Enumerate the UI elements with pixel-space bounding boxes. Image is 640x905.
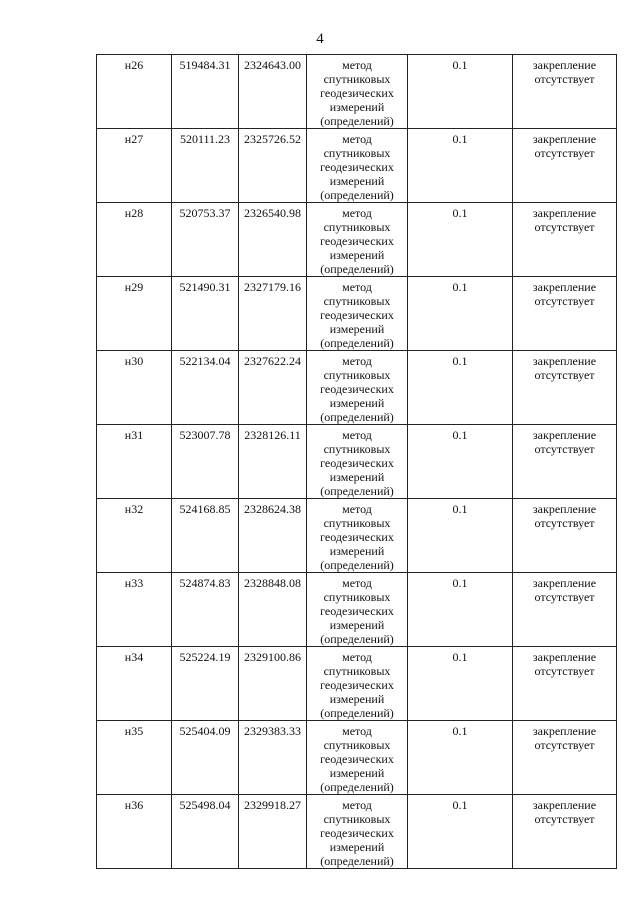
y-coordinate-cell: 2325726.52: [239, 129, 307, 203]
method-line: измерений: [329, 396, 385, 410]
method-line: метод: [342, 280, 372, 294]
fixing-cell: [513, 721, 617, 795]
fixing-cell: [513, 129, 617, 203]
method-line: геодезических: [320, 678, 394, 692]
method-line: геодезических: [320, 234, 394, 248]
method-line: геодезических: [320, 382, 394, 396]
x-coordinate-cell: 520753.37: [172, 203, 239, 277]
coordinates-table: [96, 54, 617, 869]
accuracy-cell: 0.1: [408, 573, 513, 647]
method-line: (определений): [320, 706, 394, 720]
method-line: метод: [342, 798, 372, 812]
table-row: [97, 129, 617, 203]
table-row: [97, 721, 617, 795]
method-line: спутниковых: [323, 368, 391, 382]
method-line: измерений: [329, 692, 385, 706]
accuracy-cell: 0.1: [408, 351, 513, 425]
x-coordinate-cell: 524168.85: [172, 499, 239, 573]
fixing-cell: [513, 203, 617, 277]
x-coordinate-cell: 520111.23: [172, 129, 239, 203]
table-row: [97, 795, 617, 869]
method-line: спутниковых: [323, 220, 391, 234]
method-line: измерений: [329, 766, 385, 780]
point-name-cell: н32: [97, 499, 172, 573]
method-line: спутниковых: [323, 664, 391, 678]
method-line: спутниковых: [323, 516, 391, 530]
x-coordinate-cell: 519484.31: [172, 55, 239, 129]
method-line: измерений: [329, 100, 385, 114]
fixing-cell: [513, 573, 617, 647]
method-line: спутниковых: [323, 590, 391, 604]
fixing-line: отсутствует: [534, 368, 595, 382]
method-cell: [307, 129, 408, 203]
method-line: метод: [342, 206, 372, 220]
table-row: [97, 647, 617, 721]
fixing-line: отсутствует: [534, 72, 595, 86]
y-coordinate-cell: 2329918.27: [239, 795, 307, 869]
method-line: измерений: [329, 470, 385, 484]
point-name-cell: н30: [97, 351, 172, 425]
method-line: спутниковых: [323, 738, 391, 752]
x-coordinate-cell: 524874.83: [172, 573, 239, 647]
y-coordinate-cell: 2328624.38: [239, 499, 307, 573]
method-line: измерений: [329, 248, 385, 262]
method-line: (определений): [320, 114, 394, 128]
method-line: спутниковых: [323, 72, 391, 86]
method-cell: [307, 277, 408, 351]
fixing-line: закрепление: [532, 576, 597, 590]
method-line: спутниковых: [323, 812, 391, 826]
method-line: геодезических: [320, 752, 394, 766]
method-line: измерений: [329, 544, 385, 558]
method-line: (определений): [320, 558, 394, 572]
accuracy-cell: 0.1: [408, 55, 513, 129]
table-row: [97, 203, 617, 277]
method-line: метод: [342, 132, 372, 146]
fixing-line: закрепление: [532, 58, 597, 72]
method-line: метод: [342, 576, 372, 590]
method-line: (определений): [320, 188, 394, 202]
method-line: геодезических: [320, 308, 394, 322]
method-cell: [307, 425, 408, 499]
fixing-line: отсутствует: [534, 294, 595, 308]
accuracy-cell: 0.1: [408, 795, 513, 869]
method-line: метод: [342, 724, 372, 738]
fixing-line: закрепление: [532, 280, 597, 294]
y-coordinate-cell: 2329100.86: [239, 647, 307, 721]
x-coordinate-cell: 521490.31: [172, 277, 239, 351]
table-row: [97, 425, 617, 499]
method-cell: [307, 55, 408, 129]
fixing-cell: [513, 795, 617, 869]
y-coordinate-cell: 2327622.24: [239, 351, 307, 425]
method-line: метод: [342, 354, 372, 368]
accuracy-cell: 0.1: [408, 425, 513, 499]
method-line: спутниковых: [323, 294, 391, 308]
fixing-cell: [513, 647, 617, 721]
method-cell: [307, 203, 408, 277]
fixing-line: отсутствует: [534, 220, 595, 234]
fixing-line: отсутствует: [534, 590, 595, 604]
table-row: [97, 351, 617, 425]
point-name-cell: н33: [97, 573, 172, 647]
fixing-cell: [513, 425, 617, 499]
point-name-cell: н27: [97, 129, 172, 203]
accuracy-cell: 0.1: [408, 129, 513, 203]
method-line: геодезических: [320, 604, 394, 618]
method-cell: [307, 721, 408, 795]
table-row: [97, 55, 617, 129]
fixing-cell: [513, 351, 617, 425]
x-coordinate-cell: 525498.04: [172, 795, 239, 869]
point-name-cell: н34: [97, 647, 172, 721]
method-line: измерений: [329, 174, 385, 188]
fixing-line: отсутствует: [534, 146, 595, 160]
fixing-line: закрепление: [532, 354, 597, 368]
method-line: (определений): [320, 854, 394, 868]
method-line: геодезических: [320, 826, 394, 840]
method-line: (определений): [320, 262, 394, 276]
fixing-line: отсутствует: [534, 738, 595, 752]
method-line: геодезических: [320, 86, 394, 100]
y-coordinate-cell: 2328848.08: [239, 573, 307, 647]
x-coordinate-cell: 525224.19: [172, 647, 239, 721]
method-line: метод: [342, 58, 372, 72]
y-coordinate-cell: 2328126.11: [239, 425, 307, 499]
method-line: (определений): [320, 780, 394, 794]
point-name-cell: н29: [97, 277, 172, 351]
x-coordinate-cell: 523007.78: [172, 425, 239, 499]
method-line: метод: [342, 428, 372, 442]
fixing-cell: [513, 55, 617, 129]
accuracy-cell: 0.1: [408, 721, 513, 795]
method-line: (определений): [320, 484, 394, 498]
method-cell: [307, 647, 408, 721]
fixing-line: закрепление: [532, 132, 597, 146]
method-line: измерений: [329, 618, 385, 632]
table-row: [97, 573, 617, 647]
method-line: (определений): [320, 410, 394, 424]
method-cell: [307, 499, 408, 573]
y-coordinate-cell: 2327179.16: [239, 277, 307, 351]
point-name-cell: н35: [97, 721, 172, 795]
method-line: геодезических: [320, 530, 394, 544]
accuracy-cell: 0.1: [408, 647, 513, 721]
fixing-line: отсутствует: [534, 664, 595, 678]
table-row: [97, 499, 617, 573]
fixing-line: закрепление: [532, 502, 597, 516]
table-body: [97, 55, 617, 869]
fixing-line: отсутствует: [534, 516, 595, 530]
method-line: геодезических: [320, 160, 394, 174]
fixing-line: отсутствует: [534, 812, 595, 826]
method-line: метод: [342, 650, 372, 664]
method-line: геодезических: [320, 456, 394, 470]
fixing-line: закрепление: [532, 206, 597, 220]
fixing-line: закрепление: [532, 798, 597, 812]
method-cell: [307, 351, 408, 425]
y-coordinate-cell: 2329383.33: [239, 721, 307, 795]
fixing-line: закрепление: [532, 428, 597, 442]
method-cell: [307, 573, 408, 647]
method-line: метод: [342, 502, 372, 516]
x-coordinate-cell: 522134.04: [172, 351, 239, 425]
method-line: измерений: [329, 840, 385, 854]
method-line: спутниковых: [323, 146, 391, 160]
fixing-cell: [513, 499, 617, 573]
method-line: измерений: [329, 322, 385, 336]
table-row: [97, 277, 617, 351]
fixing-line: закрепление: [532, 650, 597, 664]
x-coordinate-cell: 525404.09: [172, 721, 239, 795]
fixing-line: отсутствует: [534, 442, 595, 456]
method-line: (определений): [320, 632, 394, 646]
fixing-line: закрепление: [532, 724, 597, 738]
accuracy-cell: 0.1: [408, 203, 513, 277]
fixing-cell: [513, 277, 617, 351]
accuracy-cell: 0.1: [408, 277, 513, 351]
point-name-cell: н36: [97, 795, 172, 869]
accuracy-cell: 0.1: [408, 499, 513, 573]
y-coordinate-cell: 2324643.00: [239, 55, 307, 129]
point-name-cell: н31: [97, 425, 172, 499]
y-coordinate-cell: 2326540.98: [239, 203, 307, 277]
point-name-cell: н28: [97, 203, 172, 277]
method-line: спутниковых: [323, 442, 391, 456]
method-cell: [307, 795, 408, 869]
point-name-cell: н26: [97, 55, 172, 129]
method-line: (определений): [320, 336, 394, 350]
page-number: 4: [316, 31, 324, 47]
